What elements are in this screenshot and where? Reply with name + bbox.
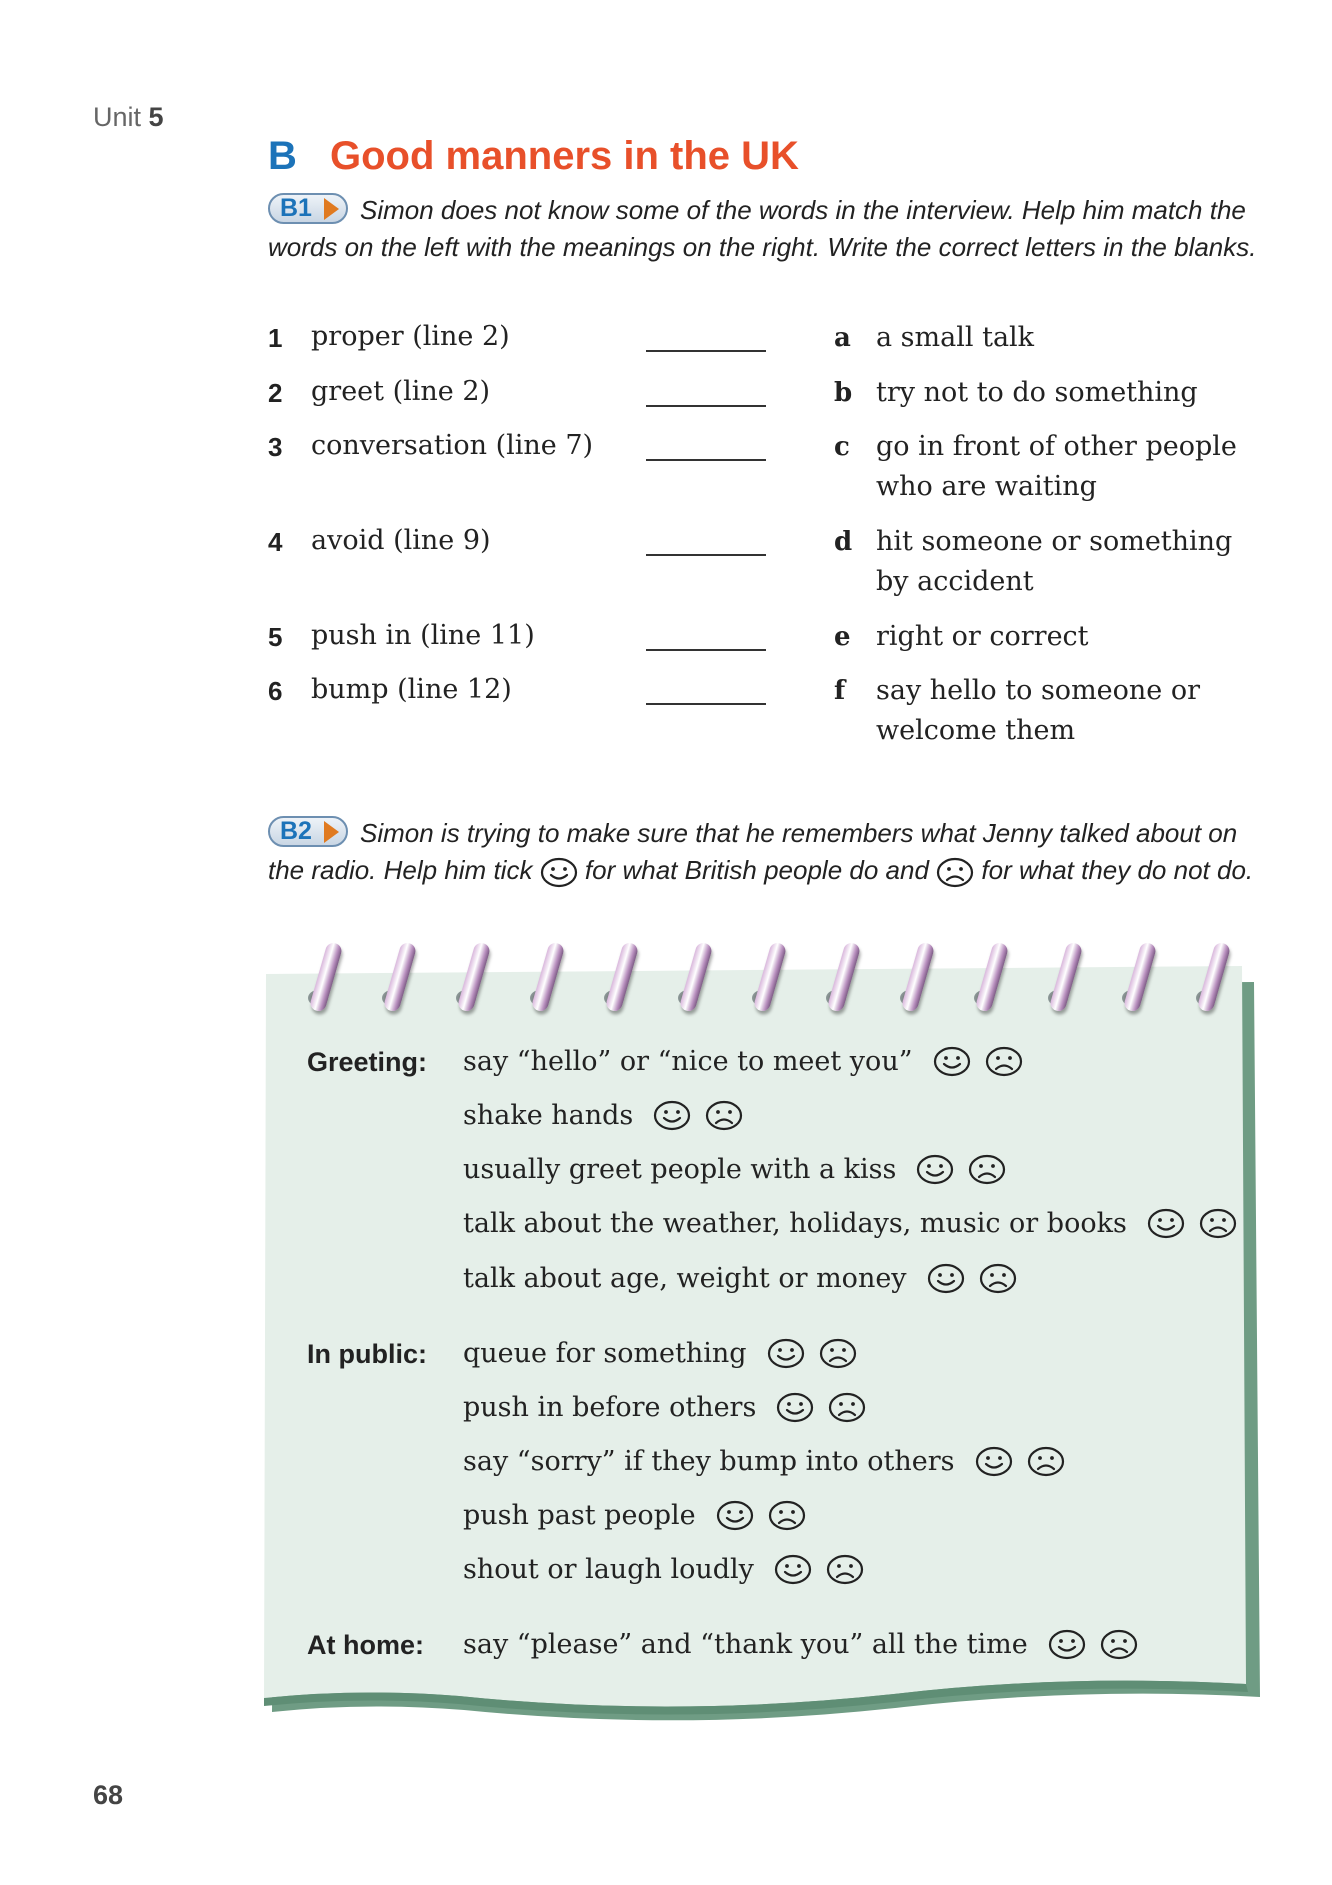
- happy-face-icon[interactable]: [1147, 1208, 1185, 1239]
- statement-row: [463, 1154, 1020, 1185]
- b2-badge-label: B2: [280, 817, 312, 845]
- meaning-letter: a: [834, 323, 851, 353]
- statement-row: [463, 1263, 1031, 1294]
- meaning-letter: e: [834, 622, 851, 652]
- happy-face-icon[interactable]: [975, 1446, 1013, 1477]
- sad-face-icon[interactable]: [968, 1154, 1006, 1185]
- happy-face-icon[interactable]: [774, 1554, 812, 1585]
- statement-row: [463, 1046, 1037, 1077]
- happy-face-icon: [540, 857, 578, 888]
- sad-face-icon[interactable]: [828, 1392, 866, 1423]
- statement-text: say “please” and “thank you” all the time: [463, 1629, 1028, 1660]
- category-at-home: At home:: [307, 1630, 424, 1660]
- meaning-letter: c: [834, 432, 850, 462]
- meaning-item: right or correct: [876, 621, 1089, 652]
- happy-face-icon[interactable]: [653, 1100, 691, 1131]
- happy-face-icon[interactable]: [927, 1263, 965, 1294]
- b2-instruction-part2: for what British people do and: [584, 855, 929, 885]
- happy-face-icon[interactable]: [716, 1500, 754, 1531]
- b1-badge-label: B1: [280, 194, 312, 222]
- category-in-public: In public:: [307, 1339, 427, 1369]
- sad-face-icon[interactable]: [1027, 1446, 1065, 1477]
- page-number: 68: [93, 1780, 124, 1810]
- b1-instruction: Simon does not know some of the words in the interview. Help him match the words on the left with the meanings on the right. Write the correct letters in the blanks.: [268, 195, 1257, 262]
- unit-label: [93, 102, 164, 133]
- happy-face-icon[interactable]: [916, 1154, 954, 1185]
- statement-text: queue for something: [463, 1338, 747, 1369]
- statement-text: shout or laugh loudly: [463, 1554, 754, 1585]
- statement-text: say “hello” or “nice to meet you”: [463, 1046, 913, 1077]
- word-item: push in (line 11): [311, 620, 535, 651]
- word-number: 5: [268, 622, 283, 652]
- b2-instruction-part1: Simon is trying to make sure that he remembers what Jenny talked about on the radio. Help him tick: [268, 818, 1238, 885]
- statement-text: push in before others: [463, 1392, 757, 1423]
- unit-prefix: Unit: [93, 102, 142, 132]
- section-letter: B: [268, 134, 297, 178]
- word-number: 6: [268, 676, 283, 706]
- word-number: 1: [268, 323, 283, 353]
- statement-text: say “sorry” if they bump into others: [463, 1446, 955, 1477]
- category-greeting: Greeting:: [307, 1047, 428, 1077]
- sad-face-icon[interactable]: [819, 1338, 857, 1369]
- statement-text: shake hands: [463, 1100, 634, 1131]
- word-item: conversation (line 7): [311, 430, 594, 461]
- statement-row: [463, 1338, 871, 1369]
- statement-row: [463, 1392, 880, 1423]
- statement-row: [463, 1446, 1079, 1477]
- happy-face-icon[interactable]: [933, 1046, 971, 1077]
- answer-blank[interactable]: [646, 405, 766, 407]
- happy-face-icon[interactable]: [1048, 1629, 1086, 1660]
- meaning-letter: d: [834, 527, 853, 557]
- word-number: 2: [268, 378, 283, 408]
- statement-text: talk about age, weight or money: [463, 1263, 907, 1294]
- answer-blank[interactable]: [646, 459, 766, 461]
- statement-text: push past people: [463, 1500, 696, 1531]
- word-item: greet (line 2): [311, 376, 491, 407]
- sad-face-icon[interactable]: [705, 1100, 743, 1131]
- word-item: bump (line 12): [311, 674, 512, 705]
- meaning-item: say hello to someone or welcome them: [876, 675, 1201, 746]
- meaning-item: hit someone or something by accident: [876, 526, 1233, 597]
- word-item: proper (line 2): [311, 321, 510, 352]
- answer-blank[interactable]: [646, 703, 766, 705]
- sad-face-icon: [936, 857, 974, 888]
- b2-instruction-part3: for what they do not do.: [981, 855, 1254, 885]
- meaning-item: a small talk: [876, 322, 1035, 353]
- statement-text: talk about the weather, holidays, music or books: [463, 1208, 1127, 1239]
- statement-row: [463, 1100, 757, 1131]
- word-number: 4: [268, 527, 283, 557]
- happy-face-icon[interactable]: [767, 1338, 805, 1369]
- sad-face-icon[interactable]: [985, 1046, 1023, 1077]
- meaning-item: try not to do something: [876, 377, 1198, 408]
- statement-row: [463, 1208, 1251, 1239]
- sad-face-icon[interactable]: [1100, 1629, 1138, 1660]
- statement-row: [463, 1554, 878, 1585]
- meaning-letter: f: [834, 676, 846, 706]
- b2-instruction: [268, 815, 1258, 889]
- statement-text: usually greet people with a kiss: [463, 1154, 897, 1185]
- unit-number: 5: [148, 102, 164, 132]
- answer-blank[interactable]: [646, 554, 766, 556]
- sad-face-icon[interactable]: [979, 1263, 1017, 1294]
- answer-blank[interactable]: [646, 350, 766, 352]
- meaning-letter: b: [834, 378, 853, 408]
- statement-row: [463, 1500, 820, 1531]
- sad-face-icon[interactable]: [1199, 1208, 1237, 1239]
- word-item: avoid (line 9): [311, 525, 491, 556]
- sad-face-icon[interactable]: [826, 1554, 864, 1585]
- meaning-item: go in front of other people who are waiting: [876, 431, 1237, 502]
- answer-blank[interactable]: [646, 649, 766, 651]
- sad-face-icon[interactable]: [768, 1500, 806, 1531]
- section-title: Good manners in the UK: [330, 134, 799, 178]
- statement-row: [463, 1629, 1152, 1660]
- happy-face-icon[interactable]: [776, 1392, 814, 1423]
- word-number: 3: [268, 432, 283, 462]
